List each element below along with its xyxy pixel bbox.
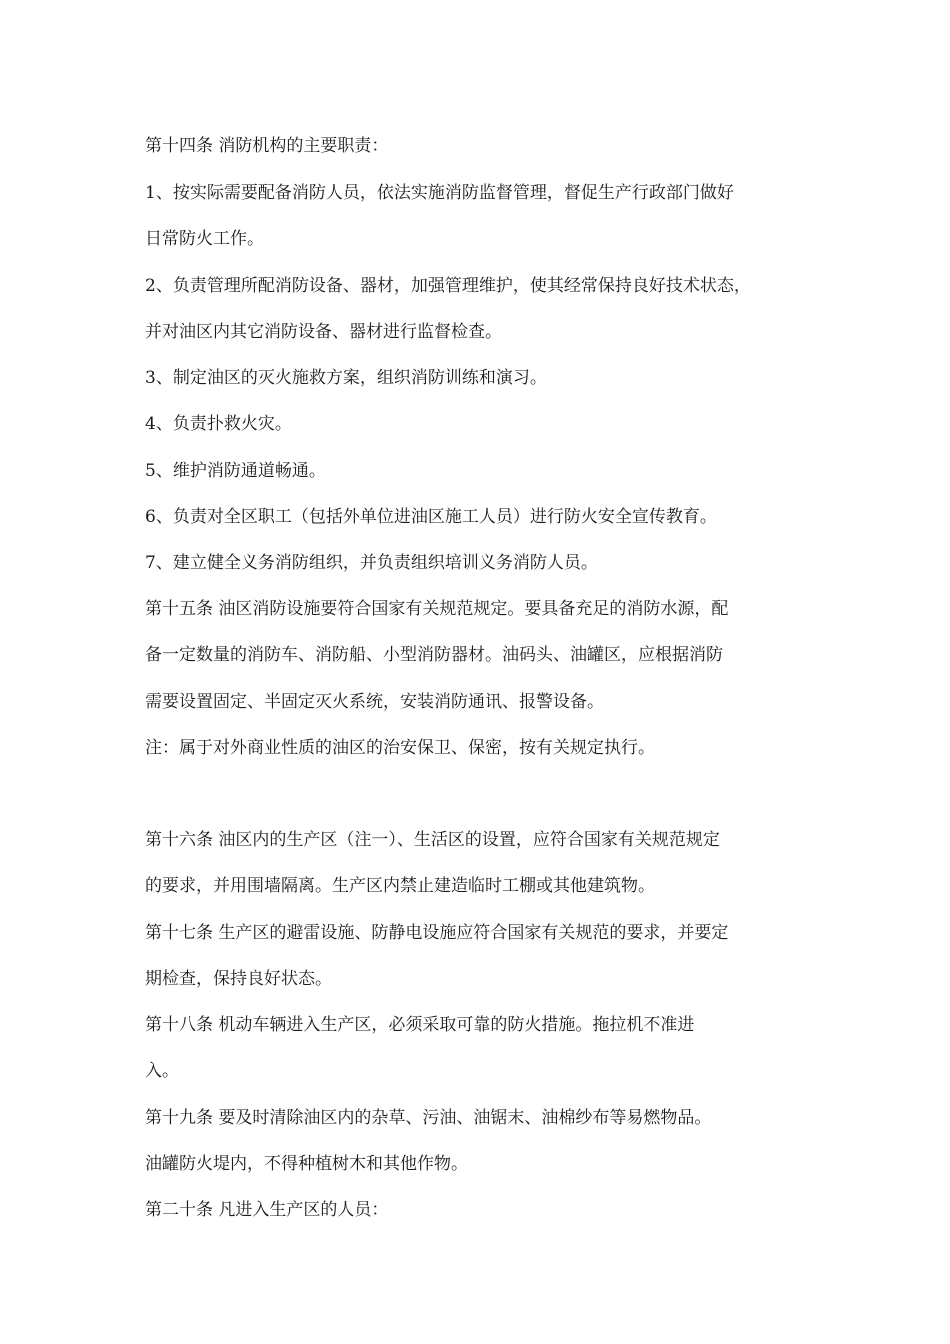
article-16-line-1: 第十六条 油区内的生产区（注一）、生活区的设置，应符合国家有关规范规定	[145, 830, 720, 850]
note-line: 注：属于对外商业性质的油区的治安保卫、保密，按有关规定执行。	[145, 738, 655, 758]
duty-2-line-1: 2、负责管理所配消防设备、器材，加强管理维护，使其经常保持良好技术状态，	[145, 276, 751, 296]
article-18-line-2: 入。	[145, 1061, 179, 1081]
article-15-line-1: 第十五条 油区消防设施要符合国家有关规范规定。要具备充足的消防水源，配	[145, 599, 729, 619]
article-16-line-2: 的要求，并用围墙隔离。生产区内禁止建造临时工棚或其他建筑物。	[145, 876, 655, 896]
article-19-line-1: 第十九条 要及时清除油区内的杂草、污油、油锯末、油棉纱布等易燃物品。	[145, 1108, 712, 1128]
article-19-line-2: 油罐防火堤内，不得种植树木和其他作物。	[145, 1154, 468, 1174]
duty-7: 7、建立健全义务消防组织，并负责组织培训义务消防人员。	[145, 553, 598, 573]
duty-1-line-1: 1、按实际需要配备消防人员，依法实施消防监督管理，督促生产行政部门做好	[145, 183, 734, 203]
article-18-line-1: 第十八条 机动车辆进入生产区，必须采取可靠的防火措施。拖拉机不准进	[145, 1015, 695, 1035]
duty-3: 3、制定油区的灭火施救方案，组织消防训练和演习。	[145, 368, 547, 388]
article-17-line-1: 第十七条 生产区的避雷设施、防静电设施应符合国家有关规范的要求，并要定	[145, 923, 729, 943]
article-20-heading: 第二十条 凡进入生产区的人员：	[145, 1200, 389, 1220]
duty-4: 4、负责扑救火灾。	[145, 414, 292, 434]
duty-1-line-2: 日常防火工作。	[145, 229, 264, 249]
article-15-line-2: 备一定数量的消防车、消防船、小型消防器材。油码头、油罐区，应根据消防	[145, 645, 723, 665]
duty-2-line-2: 并对油区内其它消防设备、器材进行监督检查。	[145, 322, 502, 342]
article-14-heading: 第十四条 消防机构的主要职责：	[145, 136, 389, 156]
article-17-line-2: 期检查，保持良好状态。	[145, 969, 332, 989]
duty-5: 5、维护消防通道畅通。	[145, 461, 326, 481]
article-15-line-3: 需要设置固定、半固定灭火系统，安装消防通讯、报警设备。	[145, 692, 604, 712]
duty-6: 6、负责对全区职工（包括外单位进油区施工人员）进行防火安全宣传教育。	[145, 507, 717, 527]
